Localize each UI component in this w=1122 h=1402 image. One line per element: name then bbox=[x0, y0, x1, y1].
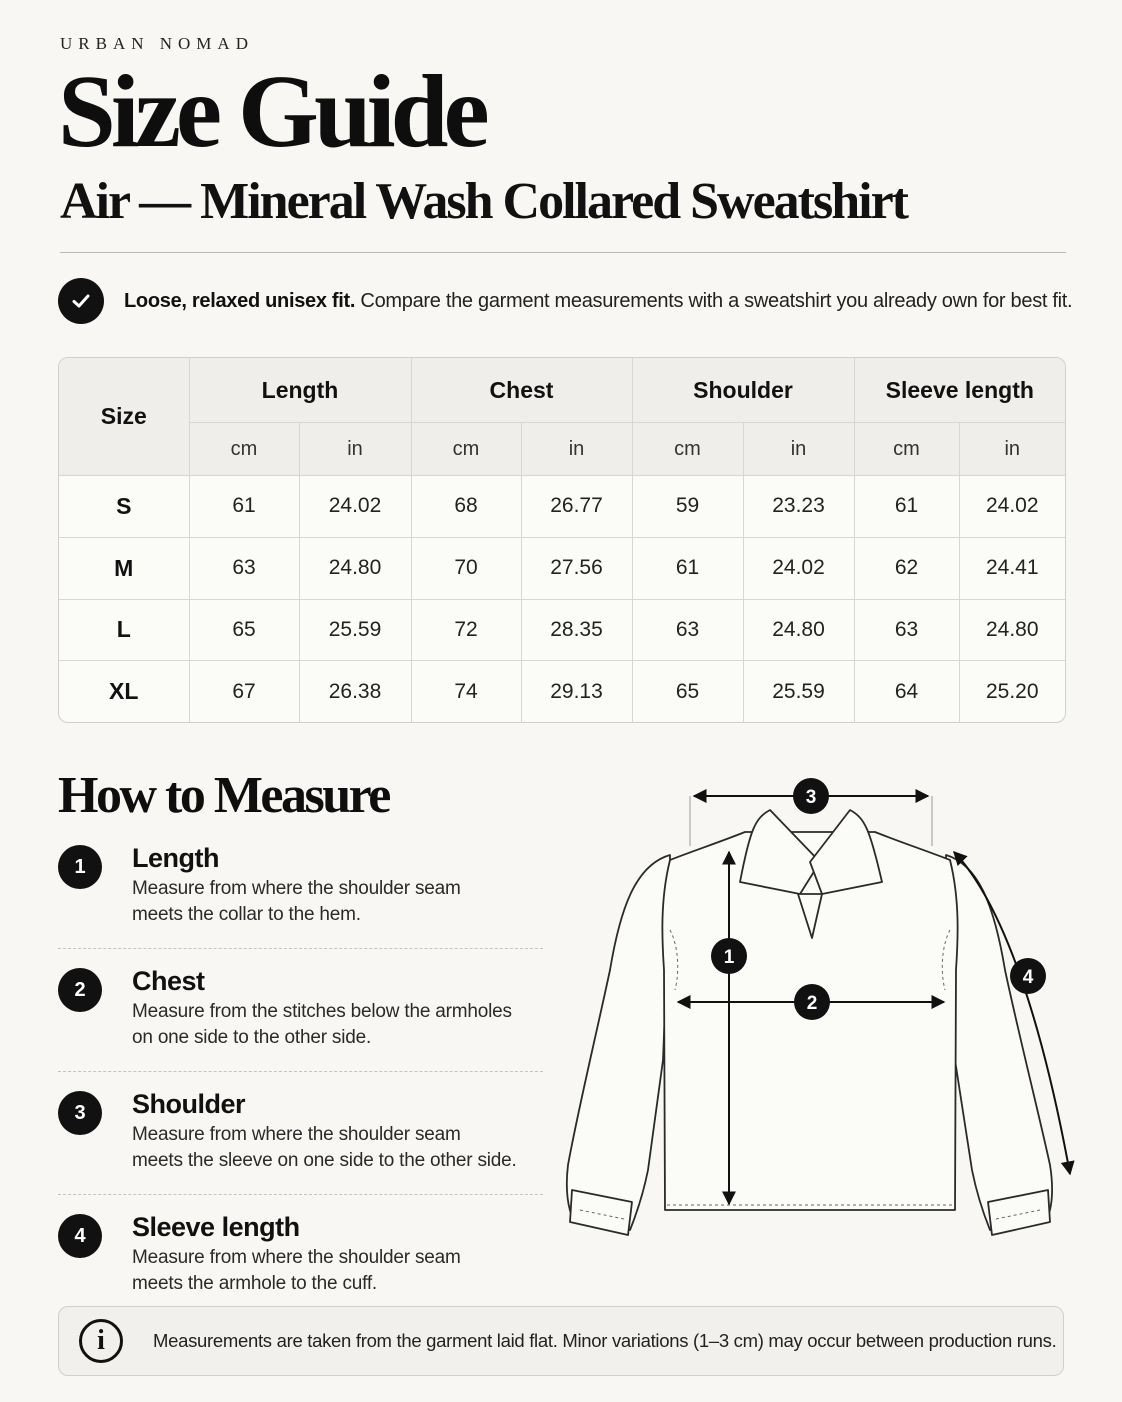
unit-header: in bbox=[521, 423, 632, 476]
step-divider bbox=[58, 1071, 543, 1072]
size-table bbox=[58, 357, 1066, 723]
table-cell: 23.23 bbox=[743, 476, 854, 538]
left-sleeve bbox=[567, 855, 670, 1230]
unit-header: in bbox=[743, 423, 854, 476]
diagram-marker-label: 2 bbox=[806, 993, 818, 1014]
info-icon: i bbox=[79, 1319, 123, 1363]
size-label: S bbox=[59, 476, 189, 538]
table-row bbox=[59, 661, 1065, 722]
table-row bbox=[59, 537, 1065, 599]
fit-note-body: Compare the garment measurements with a sweatshirt you already own for best fit. bbox=[355, 289, 1073, 312]
size-label: M bbox=[59, 537, 189, 599]
size-label: XL bbox=[59, 661, 189, 722]
step-description-line: meets the armhole to the cuff. bbox=[132, 1273, 378, 1294]
how-to-measure-title: How to Measure bbox=[58, 767, 389, 824]
group-header-shoulder: Shoulder bbox=[632, 358, 854, 423]
fit-note bbox=[58, 278, 1072, 324]
step-title: Chest bbox=[132, 966, 205, 996]
diagram-marker-label: 4 bbox=[1022, 967, 1034, 988]
step-number: 1 bbox=[58, 845, 102, 889]
diagram-marker-3 bbox=[793, 778, 829, 814]
table-cell: 25.20 bbox=[959, 661, 1065, 722]
header-divider bbox=[60, 252, 1066, 253]
table-cell: 26.38 bbox=[299, 661, 411, 722]
table-cell: 74 bbox=[411, 661, 521, 722]
unit-header: cm bbox=[632, 423, 743, 476]
table-cell: 25.59 bbox=[299, 599, 411, 661]
table-cell: 68 bbox=[411, 476, 521, 538]
table-cell: 61 bbox=[189, 476, 299, 538]
body bbox=[662, 832, 957, 1210]
group-header-chest: Chest bbox=[411, 358, 632, 423]
table-cell: 24.80 bbox=[959, 599, 1065, 661]
fit-note-bold: Loose, relaxed unisex fit. bbox=[124, 289, 356, 312]
step-number: 3 bbox=[58, 1091, 102, 1135]
step-description-line: Measure from the stitches below the armholes bbox=[132, 1001, 512, 1022]
step-description-line: meets the sleeve on one side to the other side. bbox=[132, 1150, 517, 1171]
table-row bbox=[59, 599, 1065, 661]
table-cell: 25.59 bbox=[743, 661, 854, 722]
table-cell: 72 bbox=[411, 599, 521, 661]
group-header-length: Length bbox=[189, 358, 411, 423]
check-circle-icon bbox=[58, 278, 104, 324]
step-shoulder bbox=[58, 1088, 543, 1174]
table-cell: 24.02 bbox=[959, 476, 1065, 538]
group-header-sleeve-length: Sleeve length bbox=[854, 358, 1065, 423]
table-cell: 67 bbox=[189, 661, 299, 722]
diagram-marker-label: 3 bbox=[805, 787, 817, 808]
step-description bbox=[132, 1245, 543, 1297]
step-chest bbox=[58, 965, 543, 1051]
diagram-marker-1 bbox=[711, 938, 747, 974]
step-sleeve-length bbox=[58, 1211, 543, 1297]
page-title: Size Guide bbox=[58, 54, 485, 169]
diagram-marker-2 bbox=[794, 984, 830, 1020]
table-cell: 24.80 bbox=[743, 599, 854, 661]
unit-header: cm bbox=[854, 423, 959, 476]
table-cell: 29.13 bbox=[521, 661, 632, 722]
table-cell: 61 bbox=[632, 537, 743, 599]
step-title: Shoulder bbox=[132, 1089, 246, 1119]
table-cell: 70 bbox=[411, 537, 521, 599]
sweatshirt-illustration bbox=[560, 770, 1090, 1250]
size-label: L bbox=[59, 599, 189, 661]
fit-note-text bbox=[124, 290, 1072, 313]
table-cell: 28.35 bbox=[521, 599, 632, 661]
diagram-marker-label: 1 bbox=[723, 947, 735, 968]
table-cell: 24.02 bbox=[743, 537, 854, 599]
step-title: Length bbox=[132, 843, 219, 873]
table-cell: 24.41 bbox=[959, 537, 1065, 599]
step-number: 4 bbox=[58, 1214, 102, 1258]
table-cell: 63 bbox=[632, 599, 743, 661]
table-cell: 26.77 bbox=[521, 476, 632, 538]
table-cell: 27.56 bbox=[521, 537, 632, 599]
table-row bbox=[59, 476, 1065, 538]
brand-name: URBAN NOMAD bbox=[60, 34, 254, 53]
table-cell: 24.02 bbox=[299, 476, 411, 538]
size-column-header: Size bbox=[59, 358, 189, 476]
step-length bbox=[58, 842, 543, 928]
table-cell: 59 bbox=[632, 476, 743, 538]
table-cell: 65 bbox=[189, 599, 299, 661]
table-cell: 63 bbox=[189, 537, 299, 599]
step-description-line: Measure from where the shoulder seam bbox=[132, 1247, 461, 1268]
collar-right bbox=[810, 810, 882, 894]
unit-header: cm bbox=[189, 423, 299, 476]
product-title: Air — Mineral Wash Collared Sweatshirt bbox=[60, 173, 907, 230]
collar-left bbox=[740, 810, 820, 894]
sweatshirt-diagram bbox=[560, 770, 1090, 1255]
table-cell: 24.80 bbox=[299, 537, 411, 599]
step-description-line: meets the collar to the hem. bbox=[132, 904, 361, 925]
step-number: 2 bbox=[58, 968, 102, 1012]
step-divider bbox=[58, 948, 543, 949]
table-cell: 63 bbox=[854, 599, 959, 661]
info-note-text: Measurements are taken from the garment laid flat. Minor variations (1–3 cm) may occur between production runs. bbox=[153, 1330, 1057, 1351]
table-cell: 61 bbox=[854, 476, 959, 538]
right-sleeve bbox=[946, 855, 1052, 1230]
unit-header: in bbox=[299, 423, 411, 476]
diagram-marker-4 bbox=[1010, 958, 1046, 994]
unit-header: in bbox=[959, 423, 1065, 476]
table-cell: 65 bbox=[632, 661, 743, 722]
step-description-line: Measure from where the shoulder seam bbox=[132, 1124, 461, 1145]
step-description bbox=[132, 999, 543, 1051]
table-cell: 62 bbox=[854, 537, 959, 599]
unit-header: cm bbox=[411, 423, 521, 476]
step-description bbox=[132, 876, 543, 928]
step-description-line: on one side to the other side. bbox=[132, 1027, 372, 1048]
step-description bbox=[132, 1122, 543, 1174]
step-title: Sleeve length bbox=[132, 1212, 300, 1242]
info-note bbox=[58, 1306, 1064, 1376]
measure-steps bbox=[58, 842, 543, 1297]
table-cell: 64 bbox=[854, 661, 959, 722]
step-divider bbox=[58, 1194, 543, 1195]
step-description-line: Measure from where the shoulder seam bbox=[132, 878, 461, 899]
